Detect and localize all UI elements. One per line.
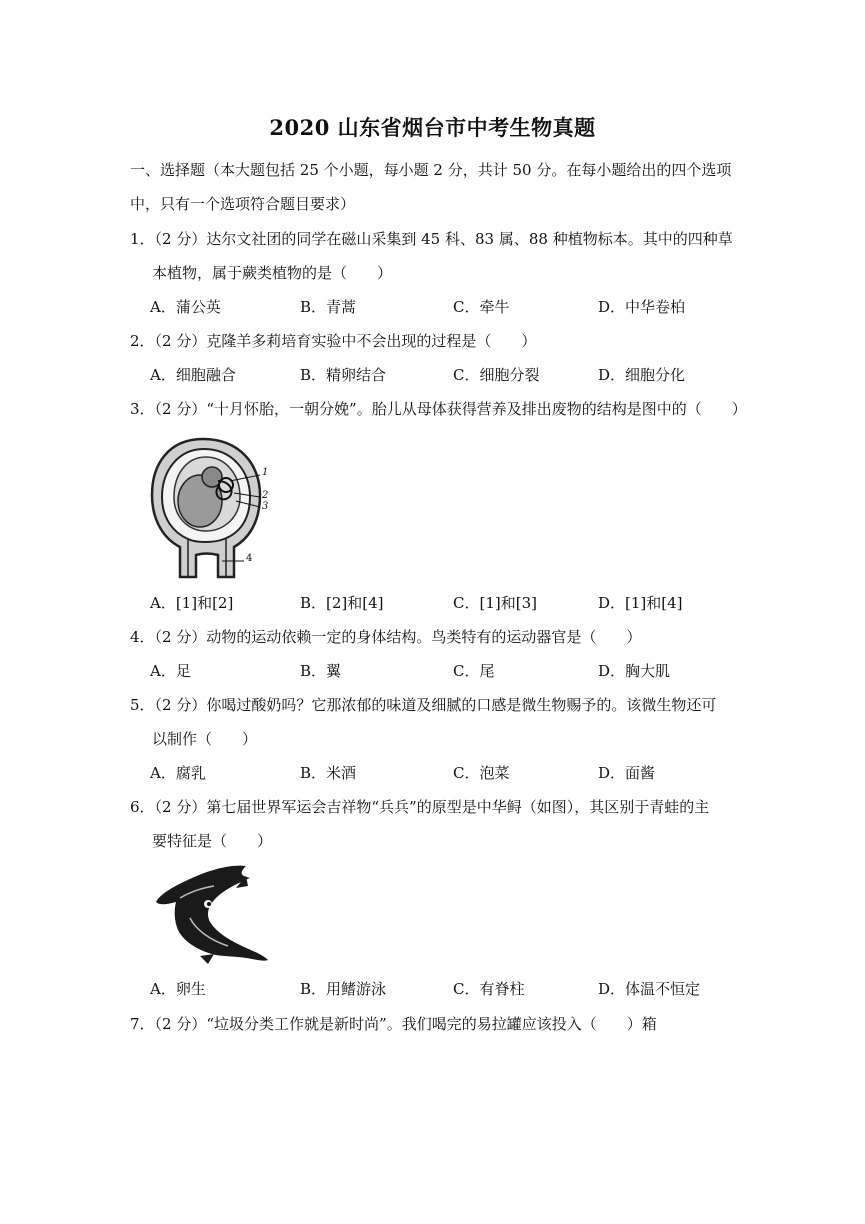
q1-option-d: D．中华卷柏 [598,298,686,316]
q5-option-a: A．腐乳 [150,764,206,782]
q1-option-b: B．青蒿 [300,298,357,316]
section-heading-cont: 中，只有一个选项符合题目要求） [130,195,356,213]
figure-label-1: 1 [262,467,269,478]
sturgeon-figure [150,858,275,966]
q5-option-d: D．面酱 [598,764,656,782]
q1-option-c: C．牵牛 [453,298,510,316]
question-1-stem-cont: 本植物，属于蕨类植物的是（ ） [152,264,393,282]
q4-option-b: B．翼 [300,662,342,680]
q6-option-b: B．用鳍游泳 [300,980,387,998]
q4-option-a: A．足 [150,662,191,680]
q1-option-a: A．蒲公英 [150,298,221,316]
question-6-stem-cont: 要特征是（ ） [152,832,273,850]
question-3-stem: 3．（2 分）“十月怀胎，一朝分娩”。胎儿从母体获得营养及排出废物的结构是图中的（ ） [130,400,747,418]
q3-option-d: D．[1]和[4] [598,594,683,612]
question-6-stem: 6．（2 分）第七届世界军运会吉祥物“兵兵”的原型是中华鲟（如图），其区别于青蛙的主 [130,798,710,816]
question-4-stem: 4．（2 分）动物的运动依赖一定的身体结构。鸟类特有的运动器官是（ ） [130,628,642,646]
question-5-stem-cont: 以制作（ ） [152,730,258,748]
question-5-stem: 5．（2 分）你喝过酸奶吗？它那浓郁的味道及细腻的口感是微生物赐予的。该微生物还可 [130,696,717,714]
figure-label-3: 3 [262,501,269,512]
q2-option-b: B．精卵结合 [300,366,387,384]
figure-label-2: 2 [262,490,269,501]
q2-option-a: A．细胞融合 [150,366,236,384]
page-title: 2020 山东省烟台市中考生物真题 [269,115,596,140]
question-1-stem: 1．（2 分）达尔文社团的同学在磁山采集到 45 科、83 属、88 种植物标本。其中的四种草 [130,230,733,248]
q4-option-c: C．尾 [453,662,495,680]
q3-option-c: C．[1]和[3] [453,594,537,612]
q6-option-d: D．体温不恒定 [598,980,701,998]
figure-label-4: 4 [246,553,253,564]
q6-option-c: C．有脊柱 [453,980,525,998]
q3-option-b: B．[2]和[4] [300,594,384,612]
question-7-stem: 7．（2 分）“垃圾分类工作就是新时尚”。我们喝完的易拉罐应该投入（ ）箱 [130,1015,657,1033]
q2-option-d: D．细胞分化 [598,366,686,384]
q5-option-b: B．米酒 [300,764,357,782]
section-heading: 一、选择题（本大题包括 25 个小题，每小题 2 分，共计 50 分。在每小题给出的四个选项 [130,161,732,179]
q2-option-c: C．细胞分裂 [453,366,540,384]
q3-option-a: A．[1]和[2] [150,594,234,612]
question-2-stem: 2．（2 分）克隆羊多莉培育实验中不会出现的过程是（ ） [130,332,537,350]
q4-option-d: D．胸大肌 [598,662,671,680]
q5-option-c: C．泡菜 [453,764,510,782]
q6-option-a: A．卵生 [150,980,206,998]
